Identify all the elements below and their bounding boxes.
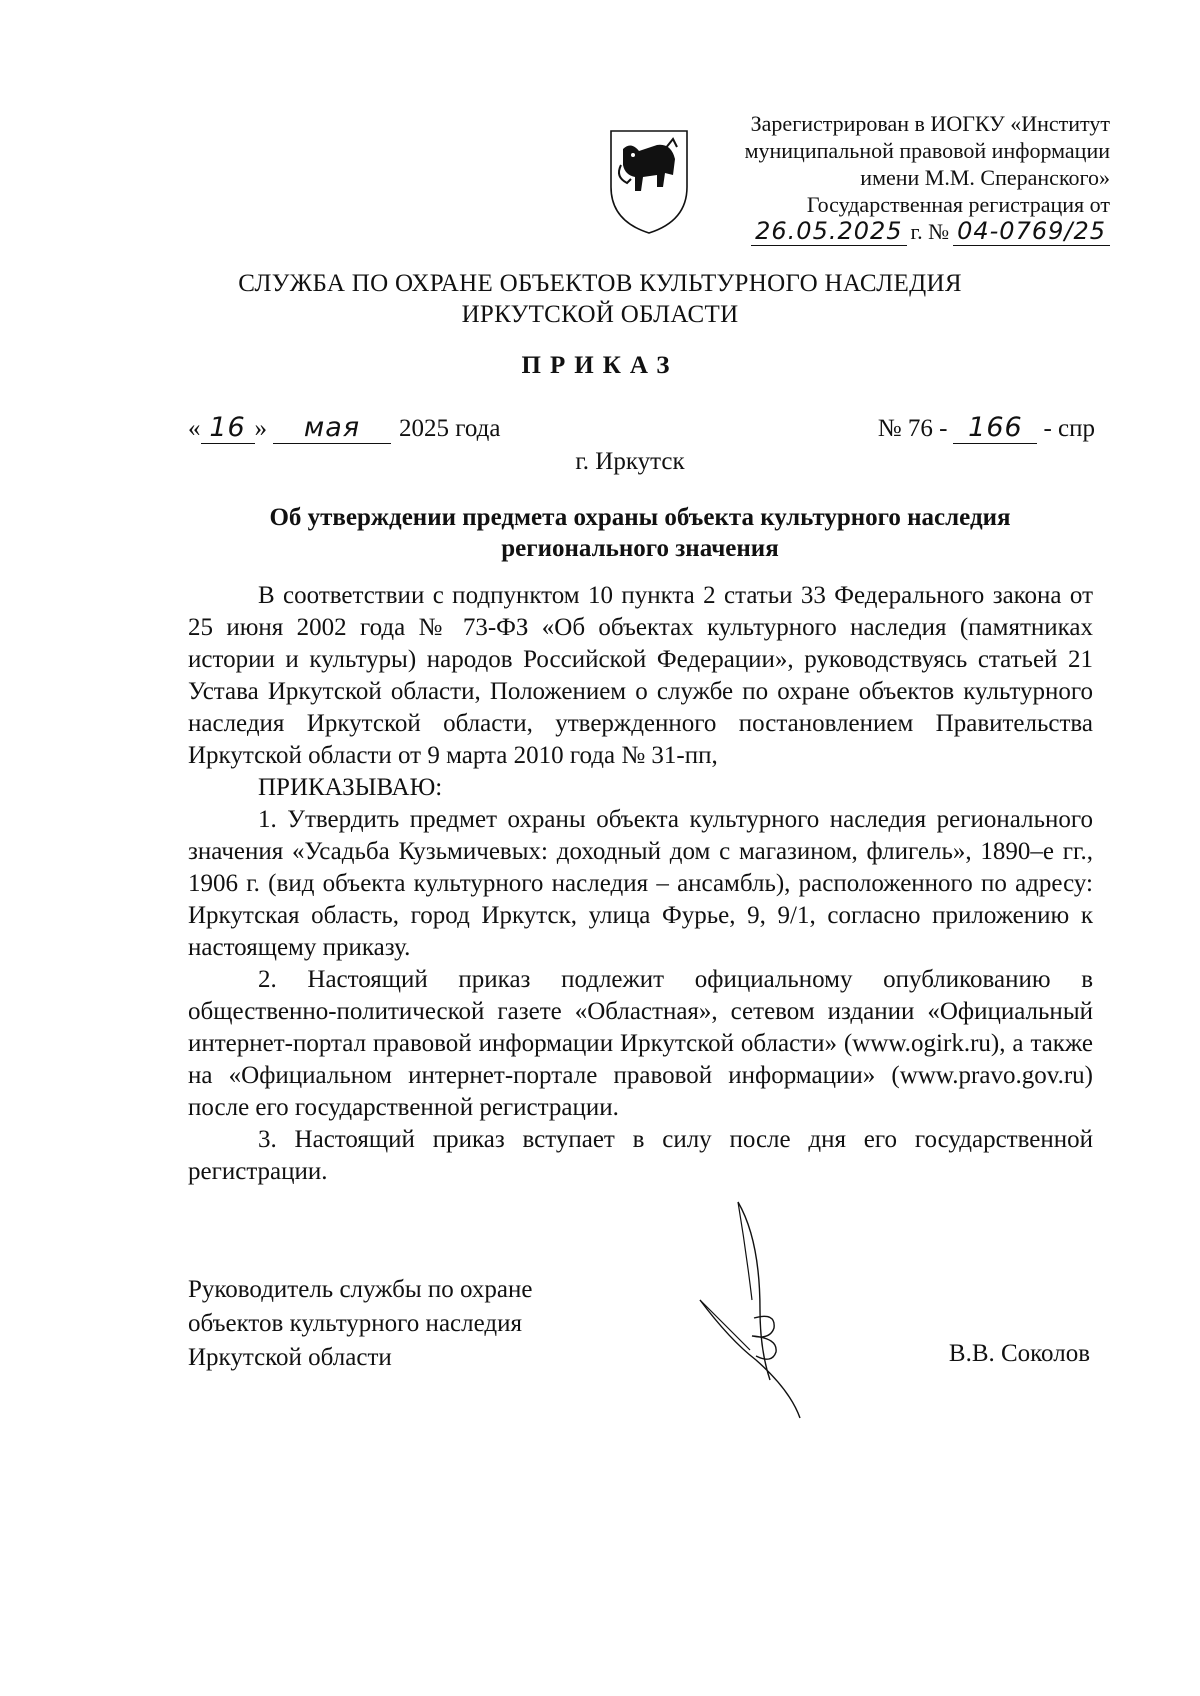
registration-line: имени М.М. Сперанского»	[860, 165, 1110, 190]
registration-number: 04-0769/25	[953, 218, 1110, 246]
signature-icon	[690, 1200, 840, 1420]
registration-date-number	[680, 218, 1110, 246]
registration-number-label: г. №	[910, 219, 950, 244]
order-number	[878, 412, 1095, 444]
order-number-suffix: - спр	[1043, 415, 1095, 442]
body-paragraph-item-2: 2. Настоящий приказ подлежит официальному опубликованию в общественно-политической газете «Областная», сетевом издании «Официальный интернет-портал правовой информации Иркутской области» (www.ogirk.ru), а также на «Официальном интернет-портале правовой информации» (www.pravo.gov.ru) после его государственной регистрации.	[188, 966, 1093, 1121]
registration-line: муниципальной правовой информации	[744, 138, 1110, 163]
document-title	[210, 502, 1070, 564]
body-order-word: ПРИКАЗЫВАЮ:	[258, 774, 443, 801]
signatory-position-line: объектов культурного наследия	[188, 1310, 522, 1337]
body-paragraph-item-3: 3. Настоящий приказ вступает в силу после дня его государственной регистрации.	[188, 1126, 1093, 1185]
signatory-position-line: Руководитель службы по охране	[188, 1276, 533, 1303]
organization-name-line: ИРКУТСКОЙ ОБЛАСТИ	[461, 301, 739, 328]
order-month: мая	[273, 412, 391, 444]
registration-date: 26.05.2025	[751, 218, 906, 246]
body-paragraph-preamble: В соответствии с подпунктом 10 пункта 2 статьи 33 Федерального закона от 25 июня 2002 года № 73-ФЗ «Об объектах культурного наследия (памятниках истории и культуры) народов Российской Федерации», руководствуясь статьей 21 Устава Иркутской области, Положением о службе по охране объектов культурного наследия Иркутской области, утвержденного постановлением Правительства Иркутской области от 9 марта 2010 года № 31-пп,	[188, 582, 1093, 769]
order-number-prefix: № 76 -	[877, 415, 948, 442]
signatory-position	[188, 1273, 532, 1375]
document-title-line: Об утверждении предмета охраны объекта культурного наследия	[269, 504, 1011, 531]
document-title-line: регионального значения	[501, 535, 779, 562]
signatory-name: В.В. Соколов	[948, 1340, 1090, 1367]
order-year: 2025 года	[399, 415, 501, 442]
order-date	[188, 412, 500, 444]
organization-name-line: СЛУЖБА ПО ОХРАНЕ ОБЪЕКТОВ КУЛЬТУРНОГО НАСЛЕДИЯ	[238, 270, 962, 297]
organization-name	[0, 268, 1200, 330]
document-body	[188, 580, 1093, 1188]
signatory-position-line: Иркутской области	[188, 1344, 392, 1371]
registration-block	[680, 110, 1110, 246]
registration-line: Государственная регистрация от	[806, 192, 1110, 217]
quote-close: »	[254, 415, 267, 442]
registration-line: Зарегистрирован в ИОГКУ «Институт	[750, 111, 1110, 136]
order-day: 16	[201, 412, 255, 444]
document-type: ПРИКАЗ	[521, 352, 679, 379]
body-paragraph-item-1: 1. Утвердить предмет охраны объекта культурного наследия регионального значения «Усадьба Кузьмичевых: доходный дом с магазином, флигель», 1890–е гг., 1906 г. (вид объекта культурного наследия – ансамбль), расположенного по адресу: Иркутская область, город Иркутск, улица Фурье, 9, 9/1, согласно приложению к настоящему приказу.	[188, 806, 1093, 961]
quote-open: «	[188, 415, 201, 442]
date-number-row	[188, 412, 1095, 448]
order-number-value: 166	[953, 412, 1037, 444]
city: г. Иркутск	[575, 448, 685, 475]
